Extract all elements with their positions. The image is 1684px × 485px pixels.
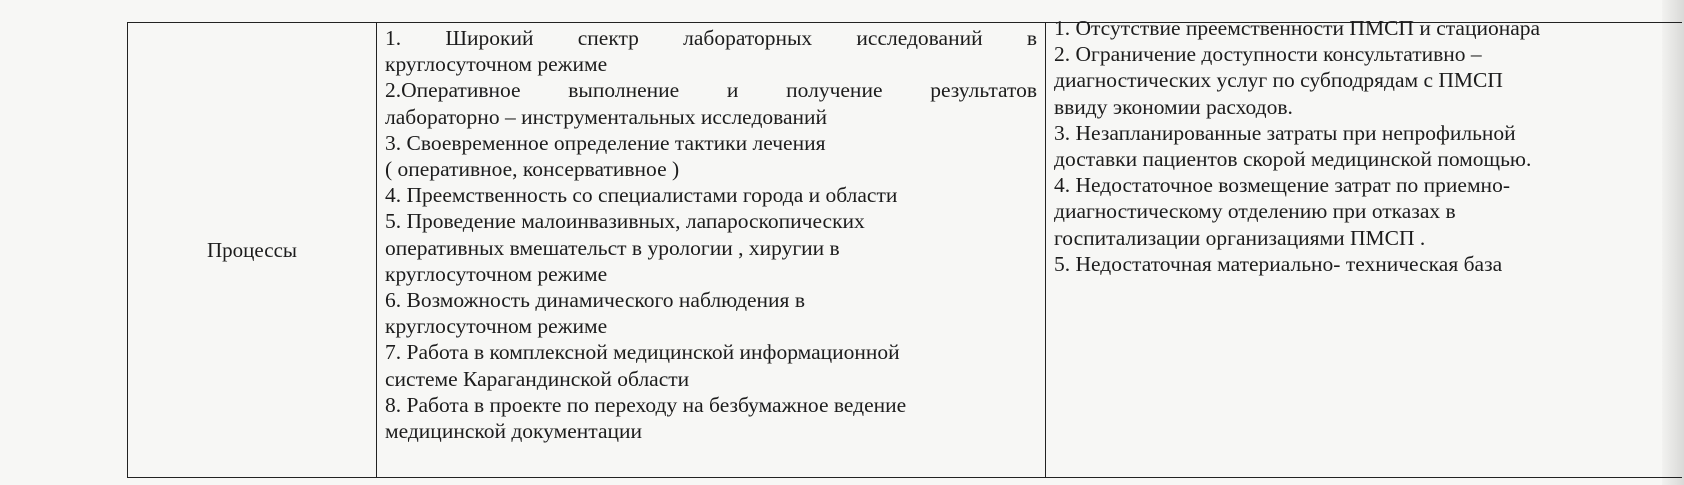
text-line: круглосуточном режиме	[385, 52, 608, 77]
text-line: 8. Работа в проекте по переходу на безбумажное ведение	[385, 392, 907, 417]
text-line: системе Карагандинской области	[385, 366, 690, 391]
text-line: диагностических услуг по субподрядам с ПМСП	[1054, 68, 1503, 93]
text-line: 1. Широкий спектр лабораторных исследований в	[385, 26, 1037, 50]
text-line: ввиду экономии расходов.	[1054, 94, 1293, 119]
text-line: 6. Возможность динамического наблюдения в	[385, 288, 805, 313]
text-line: диагностическому отделению при отказах в	[1054, 199, 1456, 224]
text-line: оперативных вмешательст в урологии , хиругии в	[385, 235, 840, 260]
text-line: круглосуточном режиме	[385, 314, 608, 339]
text-line: 5. Проведение малоинвазивных, лапароскопических	[385, 209, 865, 234]
text-line: медицинской документации	[385, 419, 643, 444]
text-line: 4. Недостаточное возмещение затрат по приемно-	[1054, 173, 1510, 198]
text-line: госпитализации организациями ПМСП .	[1054, 225, 1426, 250]
text-line: доставки пациентов скорой медицинской помощью.	[1054, 147, 1532, 172]
swot-table	[127, 16, 1682, 478]
text-line: лабораторно – инструментальных исследований	[385, 104, 828, 129]
text-line: 3. Своевременное определение тактики лечения	[385, 130, 826, 155]
text-line: 4. Преемственность со специалистами города и области	[385, 183, 898, 208]
weaknesses-cell	[1054, 15, 1674, 277]
text-line: 7. Работа в комплексной медицинской информационной	[385, 340, 900, 365]
text-line: круглосуточном режиме	[385, 261, 608, 286]
column-divider	[1045, 23, 1046, 477]
text-line: 1. Отсутствие преемственности ПМСП и стационара	[1054, 16, 1541, 40]
text-line: 3. Незапланированные затраты при непрофильной	[1054, 120, 1516, 145]
column-divider	[376, 23, 377, 477]
text-line: ( оперативное, консервативное )	[385, 157, 680, 182]
strengths-cell	[385, 25, 1037, 444]
text-line: 5. Недостаточная материально- техническая база	[1054, 251, 1503, 276]
row-label-processes: Процессы	[207, 237, 297, 262]
text-line: 2.Оперативное выполнение и получение результатов	[385, 78, 1037, 103]
text-line: 2. Ограничение доступности консультативно –	[1054, 42, 1482, 67]
